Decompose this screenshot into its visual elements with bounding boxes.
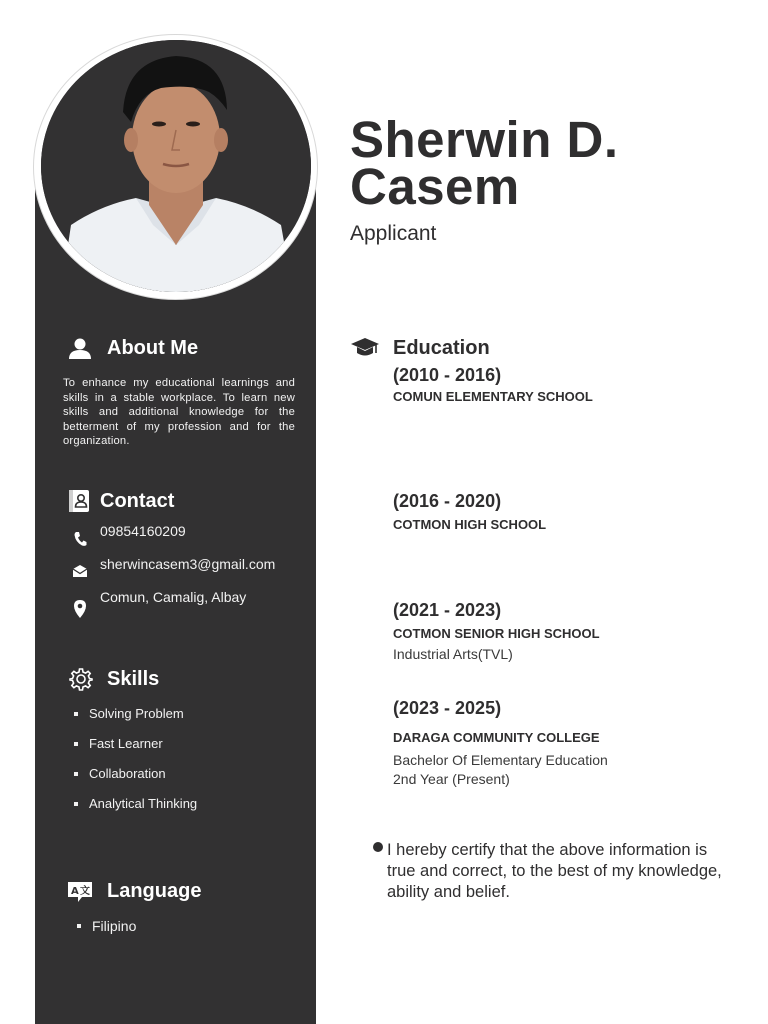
bullet-icon — [77, 924, 81, 928]
contact-email — [70, 556, 275, 578]
gear-icon — [69, 667, 93, 691]
education-school: COMUN ELEMENTARY SCHOOL — [393, 389, 593, 404]
location-pin-icon — [73, 599, 87, 619]
education-school: COTMON SENIOR HIGH SCHOOL — [393, 626, 600, 641]
education-heading — [350, 336, 490, 360]
candidate-role: Applicant — [350, 222, 437, 245]
person-portrait-icon — [41, 40, 311, 292]
about-title: About Me — [107, 337, 199, 359]
svg-text:文: 文 — [80, 885, 90, 897]
education-title: Education — [393, 336, 490, 359]
bullet-icon — [74, 712, 78, 716]
bullet-icon — [74, 802, 78, 806]
bullet-icon — [373, 842, 383, 852]
email-address: sherwincasem3@gmail.com — [100, 556, 276, 572]
translate-icon — [66, 881, 94, 903]
skills-heading — [69, 667, 159, 691]
mail-icon — [72, 564, 88, 578]
language-item — [77, 918, 136, 934]
skill-label: Fast Learner — [89, 736, 163, 751]
user-icon — [68, 338, 92, 360]
skill-label: Solving Problem — [89, 706, 184, 721]
education-years: (2010 - 2016) — [393, 365, 502, 385]
profile-photo — [41, 40, 311, 292]
education-school: COTMON HIGH SCHOOL — [393, 517, 547, 532]
education-detail: Industrial Arts(TVL) — [393, 646, 513, 662]
bullet-icon — [74, 742, 78, 746]
education-school: DARAGA COMMUNITY COLLEGE — [393, 730, 600, 745]
education-years: (2016 - 2020) — [393, 491, 502, 511]
skill-item — [74, 796, 197, 811]
name-first-line: Sherwin D. — [350, 111, 619, 168]
language-heading — [66, 880, 201, 903]
about-heading — [68, 337, 198, 360]
skill-label: Analytical Thinking — [89, 796, 198, 811]
skills-title: Skills — [107, 667, 160, 690]
education-years: (2023 - 2025) — [393, 698, 502, 718]
language-label: Filipino — [92, 918, 137, 934]
contact-heading — [68, 489, 174, 513]
contact-address — [70, 589, 246, 619]
bullet-icon — [74, 772, 78, 776]
education-detail: 2nd Year (Present) — [393, 771, 510, 787]
about-text: To enhance my educational learnings and skills in a stable workplace. To learn new skills and additional knowledge for the betterment of my profession and for the organization. — [63, 377, 295, 448]
skill-item — [74, 706, 184, 721]
language-title: Language — [107, 880, 202, 902]
contact-card-icon — [68, 489, 90, 513]
candidate-name — [350, 111, 619, 215]
contact-title: Contact — [100, 489, 175, 512]
certification-statement: I hereby certify that the above information is true and correct, to the best of my knowledge, ability and belief. — [387, 841, 722, 901]
phone-icon — [73, 531, 87, 547]
skill-label: Collaboration — [89, 766, 166, 781]
contact-phone — [70, 523, 186, 547]
skill-item — [74, 736, 163, 751]
svg-text:A: A — [71, 885, 79, 897]
name-second-line: Casem — [350, 158, 520, 215]
education-years: (2021 - 2023) — [393, 600, 502, 620]
graduation-cap-icon — [350, 336, 380, 360]
skill-item — [74, 766, 166, 781]
phone-number: 09854160209 — [100, 523, 186, 539]
address-text: Comun, Camalig, Albay — [100, 589, 247, 605]
education-detail: Bachelor Of Elementary Education — [393, 752, 608, 768]
